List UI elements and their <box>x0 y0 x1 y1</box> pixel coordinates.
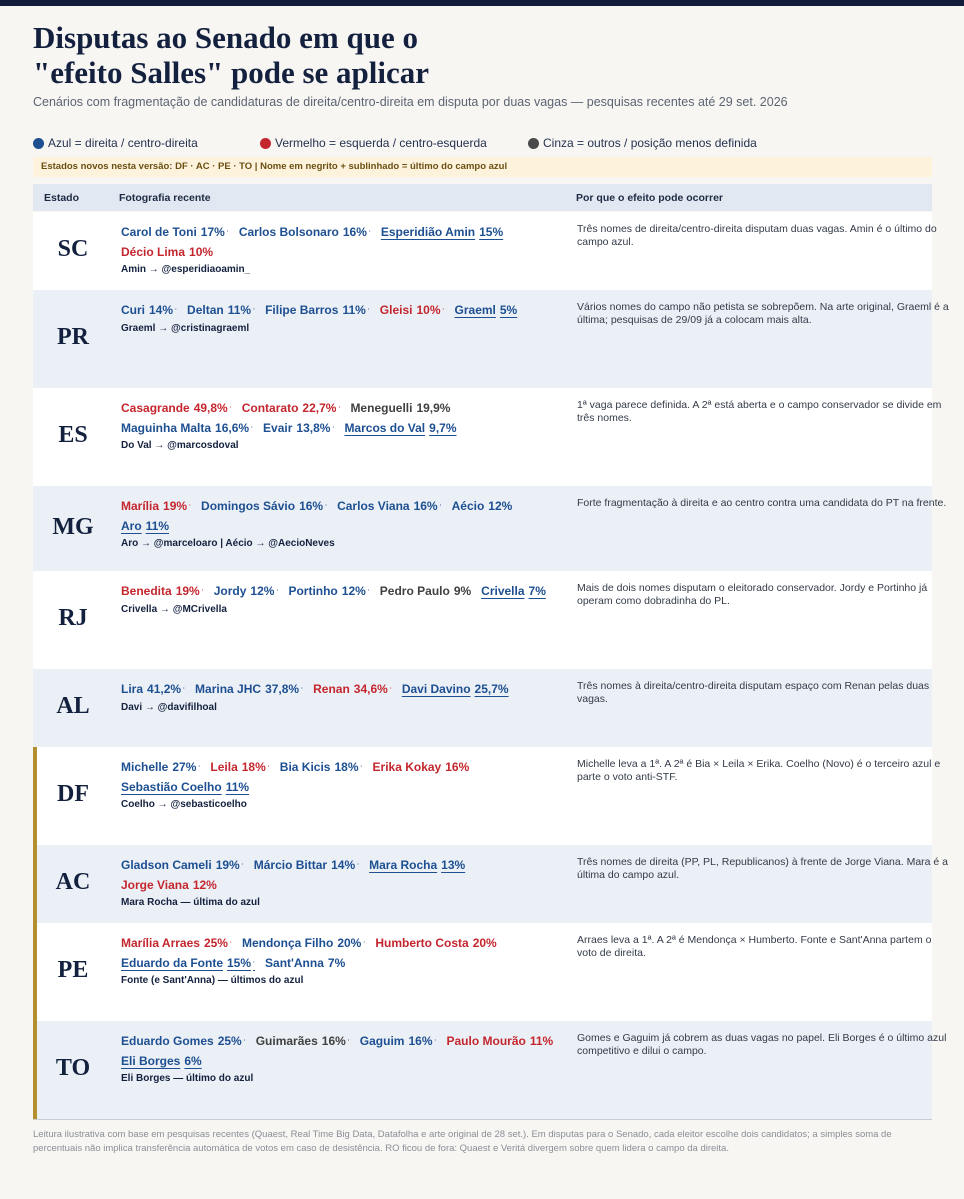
separator-dot: · <box>226 229 229 236</box>
candidate-name: Esperidião Amin <box>380 225 476 239</box>
social-handle: Coelho → @sebasticoelho <box>121 799 247 811</box>
candidate-name: Márcio Bittar <box>253 858 328 872</box>
separator-dot: · <box>442 307 445 314</box>
state-code: TO <box>55 1055 91 1081</box>
candidate-name: Eduardo da Fonte <box>121 955 223 970</box>
candidate-percent: 7% <box>528 584 546 598</box>
candidate-name: Evair <box>263 420 293 435</box>
separator-dot: · <box>243 1038 246 1045</box>
separator-dot: · <box>439 503 442 510</box>
candidate-percent: 27% <box>172 760 197 774</box>
candidate-entry <box>121 758 200 778</box>
legend-swatch <box>33 138 44 149</box>
separator-dot: · <box>389 686 392 693</box>
candidate-percent: 14% <box>331 858 356 872</box>
footnote: Leitura ilustrativa com base em pesquisas recentes (Quaest, Real Time Big Data, Datafolha e arte original de 28 set.). Em disputas para o Senado, cada eleitor escolhe dois candidatos; a simples soma de percentuais não implica transferência automática de votos em caso de desistência. RO ficou de fora: Quaest e Veritá divergem sobre quem lidera o campo da direita. <box>33 1129 892 1154</box>
candidate-name: Marília Arraes <box>121 936 200 950</box>
separator-dot: · <box>183 686 186 693</box>
candidate-name: Marcos do Val <box>344 420 426 435</box>
candidate-name: Lira <box>121 682 144 696</box>
candidate-name: Leila <box>210 760 238 774</box>
candidate-entry <box>121 517 169 537</box>
candidate-percent: 12% <box>488 499 513 513</box>
state-code: RJ <box>58 605 88 631</box>
candidate-name: Graeml <box>454 303 496 317</box>
candidate-percent: 15% <box>227 955 252 970</box>
candidate-entry <box>201 497 327 517</box>
candidate-entry <box>242 934 365 954</box>
table-row <box>33 845 949 923</box>
candidate-name: Eduardo Gomes <box>121 1034 214 1048</box>
candidate-percent: 34,6% <box>353 682 388 696</box>
candidate-entry <box>242 399 341 419</box>
state-code: SC <box>57 236 89 262</box>
candidate-name: Portinho <box>288 584 338 598</box>
candidate-list <box>121 680 576 715</box>
table-row <box>33 747 941 845</box>
title-line-2: "efeito Salles" pode se aplicar <box>33 55 430 90</box>
candidate-percent: 11% <box>227 303 252 317</box>
candidate-entry <box>121 954 255 974</box>
candidate-list <box>121 934 576 988</box>
state-code: MG <box>52 513 94 540</box>
candidate-entry <box>337 497 442 517</box>
candidate-name: Gaguim <box>359 1034 405 1048</box>
candidate-list <box>121 582 576 617</box>
candidate-percent: 16% <box>413 499 438 513</box>
candidate-entry <box>373 758 470 778</box>
candidate-entry <box>263 419 334 439</box>
table-row <box>33 290 949 388</box>
candidate-entry <box>369 856 465 876</box>
separator-dot: · <box>347 1038 350 1045</box>
separator-dot: · <box>253 307 256 314</box>
candidate-name: Curi <box>121 303 145 317</box>
candidate-percent: 16% <box>299 499 324 513</box>
legend-swatch <box>260 138 271 149</box>
header-state: Estado <box>44 192 80 204</box>
candidate-percent: 5% <box>499 303 518 317</box>
reason-text: Michelle leva a 1ª. A 2ª é Bia × Leila × Erika. Coelho (Novo) é o terceiro azul e parte o voto anti-STF. <box>577 758 941 783</box>
separator-dot: · <box>367 588 370 595</box>
candidate-percent: 13,8% <box>296 420 331 435</box>
header-snapshot: Fotografia recente <box>119 192 211 204</box>
candidate-entry <box>121 680 185 700</box>
candidate-percent: 12% <box>250 584 275 598</box>
candidate-name: Casagrande <box>121 401 190 415</box>
legend-swatch <box>528 138 539 149</box>
candidate-entry <box>254 856 359 876</box>
candidate-name: Sebastião Coelho <box>121 779 222 794</box>
candidate-name: Bia Kicis <box>279 760 331 774</box>
candidate-name: Jorge Viana <box>121 877 189 892</box>
candidate-name: Carlos Bolsonaro <box>238 225 339 239</box>
table-row <box>33 1021 947 1119</box>
candidate-name: Filipe Barros <box>265 303 339 317</box>
separator-dot: · <box>201 588 204 595</box>
separator-dot: · <box>241 862 244 869</box>
candidate-name: Benedita <box>121 584 172 598</box>
candidate-entry <box>121 582 204 602</box>
candidate-name: Eli Borges <box>121 1053 181 1068</box>
candidate-name: Décio Lima <box>121 244 186 259</box>
candidate-name: Renan <box>313 682 350 696</box>
separator-dot: · <box>301 686 304 693</box>
candidate-name: Gladson Cameli <box>121 858 212 872</box>
candidate-name: Marina JHC <box>195 682 262 696</box>
color-legend <box>33 136 933 150</box>
candidate-percent: 22,7% <box>302 401 337 415</box>
separator-dot: · <box>325 503 328 510</box>
separator-dot: · <box>229 940 232 947</box>
candidate-name: Michelle <box>121 760 169 774</box>
legend-item <box>528 136 757 150</box>
table-row <box>33 486 947 571</box>
candidate-percent: 12% <box>341 584 366 598</box>
candidate-name: Mara Rocha <box>369 858 438 872</box>
candidate-percent: 11% <box>225 779 250 794</box>
table-row <box>33 388 942 486</box>
candidate-percent: 16% <box>321 1034 346 1048</box>
table-header <box>33 184 932 211</box>
candidate-entry <box>447 1032 554 1052</box>
candidate-list <box>121 301 576 336</box>
candidate-percent: 15% <box>479 225 504 239</box>
separator-dot: · <box>267 764 270 771</box>
candidate-percent: 19% <box>175 584 200 598</box>
candidate-percent: 19% <box>215 858 240 872</box>
candidate-percent: 11% <box>145 518 170 533</box>
social-handle: Eli Borges — último do azul <box>121 1073 254 1085</box>
candidate-entry <box>214 582 279 602</box>
separator-dot: · <box>360 764 363 771</box>
candidate-name: Davi Davino <box>401 682 471 696</box>
candidate-name: Crivella <box>481 584 525 598</box>
page-subtitle: Cenários com fragmentação de candidaturas de direita/centro-direita em disputa por duas vagas — pesquisas recentes até 29 set. 2026 <box>33 95 788 109</box>
page-title <box>33 20 933 90</box>
candidate-name: Maguinha Malta <box>121 420 212 435</box>
social-handle: Fonte (e Sant'Anna) — últimos do azul <box>121 975 304 987</box>
candidate-entry <box>265 954 345 974</box>
candidate-name: Sant'Anna <box>265 955 324 970</box>
state-code: AC <box>55 869 91 895</box>
candidate-entry <box>121 419 253 439</box>
title-line-1: Disputas ao Senado em que o <box>33 20 418 55</box>
candidate-entry <box>380 301 445 321</box>
separator-dot: · <box>175 307 178 314</box>
candidate-percent: 49,8% <box>193 401 228 415</box>
candidate-percent: 13% <box>441 858 466 872</box>
reason-text: 1ª vaga parece definida. A 2ª está aberta e o campo conservador se divide em três nomes. <box>577 399 942 424</box>
candidate-name: Marília <box>121 499 160 513</box>
separator-dot: · <box>357 862 360 869</box>
separator-dot: · <box>229 405 232 412</box>
candidate-list <box>121 223 576 277</box>
social-handle: Mara Rocha — última do azul <box>121 897 260 909</box>
reason-text: Arraes leva a 1ª. A 2ª é Mendonça × Humberto. Fonte e Sant'Anna partem o voto de direita. <box>577 934 932 959</box>
candidate-percent: 18% <box>334 760 359 774</box>
candidate-percent: 16% <box>445 760 470 774</box>
candidate-entry <box>313 680 392 700</box>
state-code: DF <box>57 781 89 807</box>
candidate-entry <box>481 582 546 602</box>
candidate-entry <box>265 301 370 321</box>
candidate-percent: 9% <box>453 584 472 598</box>
reason-text: Forte fragmentação à direita e ao centro contra uma candidata do PT na frente. <box>577 497 947 509</box>
separator-dot: · <box>338 405 341 412</box>
candidate-list <box>121 856 576 910</box>
candidate-name: Humberto Costa <box>375 936 469 950</box>
candidate-entry <box>121 856 244 876</box>
candidate-percent: 19% <box>163 499 188 513</box>
social-handle: Crivella → @MCrivella <box>121 603 227 615</box>
candidate-percent: 14% <box>149 303 174 317</box>
separator-dot: · <box>189 503 192 510</box>
legend-label: Vermelho = esquerda / centro-esquerda <box>275 136 487 150</box>
candidate-list <box>121 1032 576 1086</box>
separator-dot: · <box>251 424 254 431</box>
candidate-percent: 37,8% <box>265 682 300 696</box>
state-code: PE <box>57 957 89 983</box>
candidate-name: Contarato <box>241 401 299 415</box>
social-handle: Graeml → @cristinagraeml <box>121 322 250 334</box>
separator-dot: · <box>332 424 335 431</box>
separator-dot: · <box>434 1038 437 1045</box>
candidate-name: Guimarães <box>255 1034 318 1048</box>
candidate-entry <box>121 243 213 263</box>
candidate-entry <box>121 876 217 896</box>
candidate-name: Aécio <box>451 499 485 513</box>
candidate-name: Carol de Toni <box>121 225 197 239</box>
candidate-entry <box>375 934 496 954</box>
candidate-name: Mendonça Filho <box>241 936 334 950</box>
separator-dot: · <box>253 959 256 966</box>
candidate-percent: 41,2% <box>147 682 182 696</box>
table-bottom-rule <box>33 1119 932 1120</box>
reason-text: Vários nomes do campo não petista se sobrepõem. Na arte original, Graeml é a última; pesquisas de 29/09 já a colocam mais alta. <box>577 301 949 326</box>
state-code: ES <box>58 422 88 448</box>
candidate-entry <box>121 301 177 321</box>
candidate-entry <box>288 582 369 602</box>
legend-label: Cinza = outros / posição menos definida <box>543 136 757 150</box>
candidate-percent: 17% <box>200 225 225 239</box>
candidate-percent: 12% <box>192 877 217 892</box>
social-handle: Amin → @esperidiaoamin_ <box>121 264 251 276</box>
candidate-name: Jordy <box>213 584 247 598</box>
candidate-entry <box>121 934 232 954</box>
separator-dot: · <box>368 229 371 236</box>
candidate-name: Carlos Viana <box>337 499 410 513</box>
candidate-entry <box>187 301 255 321</box>
candidate-name: Paulo Mourão <box>446 1034 526 1048</box>
reason-text: Três nomes de direita (PP, PL, Republicanos) à frente de Jorge Viana. Mara é a última do campo azul. <box>577 856 949 881</box>
candidate-entry <box>239 223 371 243</box>
candidate-entry <box>380 582 471 602</box>
candidate-percent: 11% <box>342 303 366 317</box>
candidate-percent: 16% <box>408 1034 433 1048</box>
candidate-entry <box>360 1032 437 1052</box>
candidate-percent: 10% <box>416 303 441 317</box>
candidate-percent: 19,9% <box>416 401 451 415</box>
candidate-name: Aro <box>121 518 142 533</box>
top-accent-bar <box>0 0 964 6</box>
new-states-marker <box>33 747 37 1119</box>
candidate-entry <box>381 223 503 243</box>
candidate-entry <box>121 1052 202 1072</box>
candidate-entry <box>121 778 249 798</box>
candidate-percent: 25% <box>203 936 228 950</box>
candidate-name: Domingos Sávio <box>201 499 296 513</box>
legend-item <box>33 136 198 150</box>
candidate-percent: 7% <box>327 955 346 970</box>
candidate-percent: 9,7% <box>429 420 457 435</box>
candidate-percent: 20% <box>472 936 497 950</box>
candidate-percent: 6% <box>184 1053 202 1068</box>
candidate-name: Erika Kokay <box>372 760 442 774</box>
social-handle: Davi → @davifilhoal <box>121 701 217 713</box>
candidate-name: Meneguelli <box>350 401 413 415</box>
candidate-entry <box>455 301 518 321</box>
separator-dot: · <box>276 588 279 595</box>
candidate-percent: 25,7% <box>474 682 509 696</box>
separator-dot: · <box>367 307 370 314</box>
candidate-percent: 16,6% <box>215 420 250 435</box>
legend-label: Azul = direita / centro-direita <box>48 136 198 150</box>
candidate-list <box>121 497 576 551</box>
reason-text: Gomes e Gaguim já cobrem as duas vagas no papel. Eli Borges é o último azul competitivo e dilui o campo. <box>577 1032 947 1057</box>
table-row <box>33 669 932 747</box>
table-row <box>33 212 937 290</box>
candidate-percent: 10% <box>189 244 214 259</box>
candidate-percent: 18% <box>241 760 266 774</box>
reason-text: Mais de dois nomes disputam o eleitorado conservador. Jordy e Portinho já operam como dobradinha do PL. <box>577 582 928 607</box>
candidate-entry <box>350 399 450 419</box>
header-reason: Por que o efeito pode ocorrer <box>576 192 724 204</box>
separator-dot: · <box>363 940 366 947</box>
candidate-percent: 20% <box>337 936 362 950</box>
candidate-entry <box>121 497 191 517</box>
social-handle: Do Val → @marcosdoval <box>121 440 239 452</box>
table-row <box>33 571 932 669</box>
reason-text: Três nomes à direita/centro-direita disputam espaço com Renan pelas duas vagas. <box>577 680 930 705</box>
candidate-entry <box>344 419 456 439</box>
version-notice: Estados novos nesta versão: DF · AC · PE · TO | Nome em negrito + sublinhado = último do campo azul <box>33 157 932 177</box>
candidate-percent: 16% <box>342 225 367 239</box>
legend-item <box>260 136 487 150</box>
candidate-list <box>121 758 576 812</box>
separator-dot: · <box>198 764 201 771</box>
candidate-entry <box>452 497 513 517</box>
candidate-name: Pedro Paulo <box>379 584 450 598</box>
candidate-entry <box>280 758 363 778</box>
table-row <box>33 923 932 1021</box>
candidate-list <box>121 399 576 453</box>
candidate-entry <box>121 223 229 243</box>
candidate-entry <box>256 1032 350 1052</box>
candidate-percent: 11% <box>529 1034 554 1048</box>
reason-text: Três nomes de direita/centro-direita disputam duas vagas. Amin é o último do campo azul. <box>577 223 937 248</box>
candidate-percent: 25% <box>217 1034 242 1048</box>
candidate-name: Gleisi <box>379 303 413 317</box>
candidate-entry <box>402 680 509 700</box>
candidate-entry <box>121 1032 246 1052</box>
candidate-name: Deltan <box>187 303 224 317</box>
state-code: AL <box>56 693 90 719</box>
candidate-entry <box>195 680 303 700</box>
social-handle: Aro → @marceloaro | Aécio → @AecioNeves <box>121 538 335 550</box>
candidate-entry <box>121 399 232 419</box>
state-code: PR <box>57 324 89 350</box>
candidate-entry <box>210 758 269 778</box>
